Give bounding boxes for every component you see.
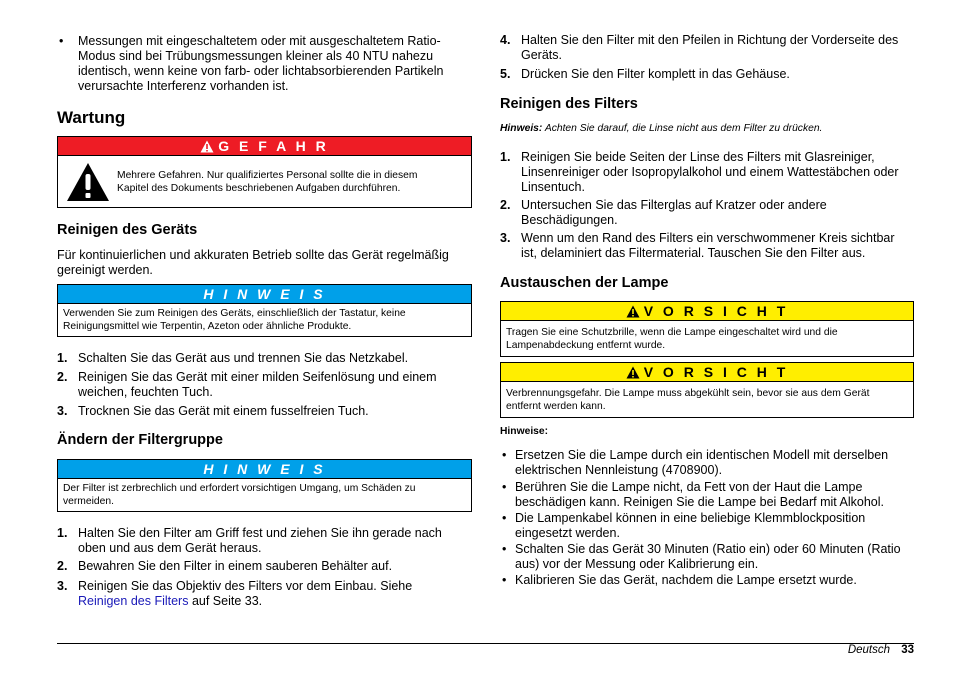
bullet-marker: • bbox=[502, 448, 507, 462]
footer-language: Deutsch bbox=[847, 644, 890, 656]
notice-text: Verwenden Sie zum Reinigen des Geräts, einschließlich der Tastatur, keine Reinigungsmittel wie Terpentin, Azeton oder ähnliche Produkte. bbox=[63, 308, 406, 332]
notice-box-filter bbox=[57, 459, 472, 512]
step-text: Reinigen Sie das Gerät mit einer milden Seifenlösung und einem weichen, feuchten Tuch. bbox=[78, 370, 437, 399]
section-heading-filtergruppe: Ändern der Filtergruppe bbox=[57, 432, 223, 448]
hint-note bbox=[500, 122, 822, 135]
section-heading-lampe: Austauschen der Lampe bbox=[500, 275, 669, 291]
danger-title: G E F A H R bbox=[218, 138, 329, 154]
section-heading-reinigen-geraet: Reinigen des Geräts bbox=[57, 222, 198, 238]
step-number: 3. bbox=[57, 579, 68, 593]
note-text: Ersetzen Sie die Lampe durch ein identischen Modell mit derselben elektrischen Nennleistung (4708900). bbox=[515, 448, 889, 477]
step-text-wrap bbox=[78, 579, 472, 609]
step-number: 1. bbox=[57, 351, 68, 365]
bullet-marker: • bbox=[502, 480, 507, 494]
step-number: 4. bbox=[500, 33, 511, 47]
intro-bullet-text: Messungen mit eingeschaltetem oder mit ausgeschaltetem Ratio- Modus sind bei Trübungsmessungen kleiner als 40 NTU nahezu identisch, wenn keine von farb- oder lichtabsorbierenden Partikeln verursachte Interferenz vorhanden ist. bbox=[78, 34, 444, 93]
caution-box-burn bbox=[500, 362, 914, 418]
page-footer bbox=[848, 643, 914, 657]
caution-header bbox=[501, 302, 913, 321]
step-text: Wenn um den Rand des Filters ein verschwommener Kreis sichtbar ist, delaminiert das Filtermaterial. Tauschen Sie den Filter aus. bbox=[521, 231, 895, 260]
danger-header bbox=[58, 137, 471, 156]
page-number: 33 bbox=[901, 644, 914, 656]
danger-text: Mehrere Gefahren. Nur qualifiziertes Personal sollte die in diesem Kapitel des Dokuments beschriebenen Aufgaben durchführen. bbox=[117, 170, 418, 194]
step-number: 3. bbox=[500, 231, 511, 245]
step-number: 3. bbox=[57, 404, 68, 418]
step-text: Trocknen Sie das Gerät mit einem fusselfreien Tuch. bbox=[78, 404, 369, 418]
step-number: 1. bbox=[500, 150, 511, 164]
note-text: Kalibrieren Sie das Gerät, nachdem die Lampe ersetzt wurde. bbox=[515, 573, 857, 587]
bullet-marker: • bbox=[502, 573, 507, 587]
warning-triangle-icon bbox=[626, 366, 640, 379]
bullet-marker: • bbox=[502, 511, 507, 525]
caution-title: V O R S I C H T bbox=[643, 303, 789, 319]
warning-large-icon bbox=[66, 162, 110, 202]
note-text: Berühren Sie die Lampe nicht, da Fett von der Haut die Lampe beschädigen kann. Reinigen Sie die Lampe bei Bedarf mit Alkohol. bbox=[515, 480, 884, 509]
reinigen-intro-text: Für kontinuierlichen und akkuraten Betrieb sollte das Gerät regelmäßig gereinigt werden. bbox=[57, 248, 449, 277]
step-text: Schalten Sie das Gerät aus und trennen Sie das Netzkabel. bbox=[78, 351, 409, 365]
danger-box bbox=[57, 136, 472, 208]
bullet-marker: • bbox=[502, 542, 507, 556]
step-text: Halten Sie den Filter mit den Pfeilen in Richtung der Vorderseite des Geräts. bbox=[521, 33, 899, 62]
notice-header: H I N W E I S bbox=[58, 285, 471, 304]
note-text: Schalten Sie das Gerät 30 Minuten (Ratio ein) oder 60 Minuten (Ratio aus) vor der Messung oder Kalibrierung ein. bbox=[515, 542, 901, 571]
step-number: 1. bbox=[57, 526, 68, 540]
cross-reference-link[interactable]: Reinigen des Filters bbox=[78, 594, 189, 608]
notice-text: Der Filter ist zerbrechlich und erfordert vorsichtigen Umgang, um Schäden zu vermeiden. bbox=[63, 483, 416, 507]
notes-label: Hinweise: bbox=[500, 426, 549, 437]
step-text: Reinigen Sie das Objektiv des Filters vor dem Einbau. Siehe bbox=[78, 579, 413, 593]
warning-triangle-icon bbox=[200, 140, 214, 153]
caution-title: V O R S I C H T bbox=[643, 364, 789, 380]
hint-text: Achten Sie darauf, die Linse nicht aus dem Filter zu drücken. bbox=[542, 123, 823, 134]
section-heading-reinigen-filter: Reinigen des Filters bbox=[500, 96, 638, 112]
step-text: Untersuchen Sie das Filterglas auf Kratzer oder andere Beschädigungen. bbox=[521, 198, 827, 227]
step-number: 2. bbox=[57, 559, 68, 573]
section-heading-wartung: Wartung bbox=[57, 108, 126, 127]
step-text: Reinigen Sie beide Seiten der Linse des Filters mit Glasreiniger, Linsenreiniger oder Isopropylalkohol und einem Wattestäbchen oder Linsentuch. bbox=[521, 150, 899, 194]
notice-box-cleaning bbox=[57, 284, 472, 337]
step-number: 2. bbox=[57, 370, 68, 384]
step-text: Drücken Sie den Filter komplett in das Gehäuse. bbox=[521, 67, 790, 81]
hint-label: Hinweis: bbox=[500, 123, 543, 134]
caution-box-goggles bbox=[500, 301, 914, 357]
note-text: Die Lampenkabel können in eine beliebige Klemmblockposition eingesetzt werden. bbox=[515, 511, 866, 540]
warning-triangle-icon bbox=[626, 305, 640, 318]
step-text-suffix: auf Seite 33. bbox=[188, 594, 263, 608]
step-text: Halten Sie den Filter am Griff fest und ziehen Sie ihn gerade nach oben und aus dem Gerät heraus. bbox=[78, 526, 442, 555]
step-text: Bewahren Sie den Filter in einem sauberen Behälter auf. bbox=[78, 559, 393, 573]
step-number: 2. bbox=[500, 198, 511, 212]
caution-header bbox=[501, 363, 913, 382]
caution-text: Tragen Sie eine Schutzbrille, wenn die Lampe eingeschaltet wird und die Lampenabdeckung entfernt wurde. bbox=[506, 327, 838, 351]
footer-divider bbox=[57, 643, 914, 644]
caution-text: Verbrennungsgefahr. Die Lampe muss abgekühlt sein, bevor sie aus dem Gerät entfernt werden kann. bbox=[506, 388, 870, 412]
notice-header: H I N W E I S bbox=[58, 460, 471, 479]
step-number: 5. bbox=[500, 67, 511, 81]
bullet-marker: • bbox=[59, 34, 64, 48]
